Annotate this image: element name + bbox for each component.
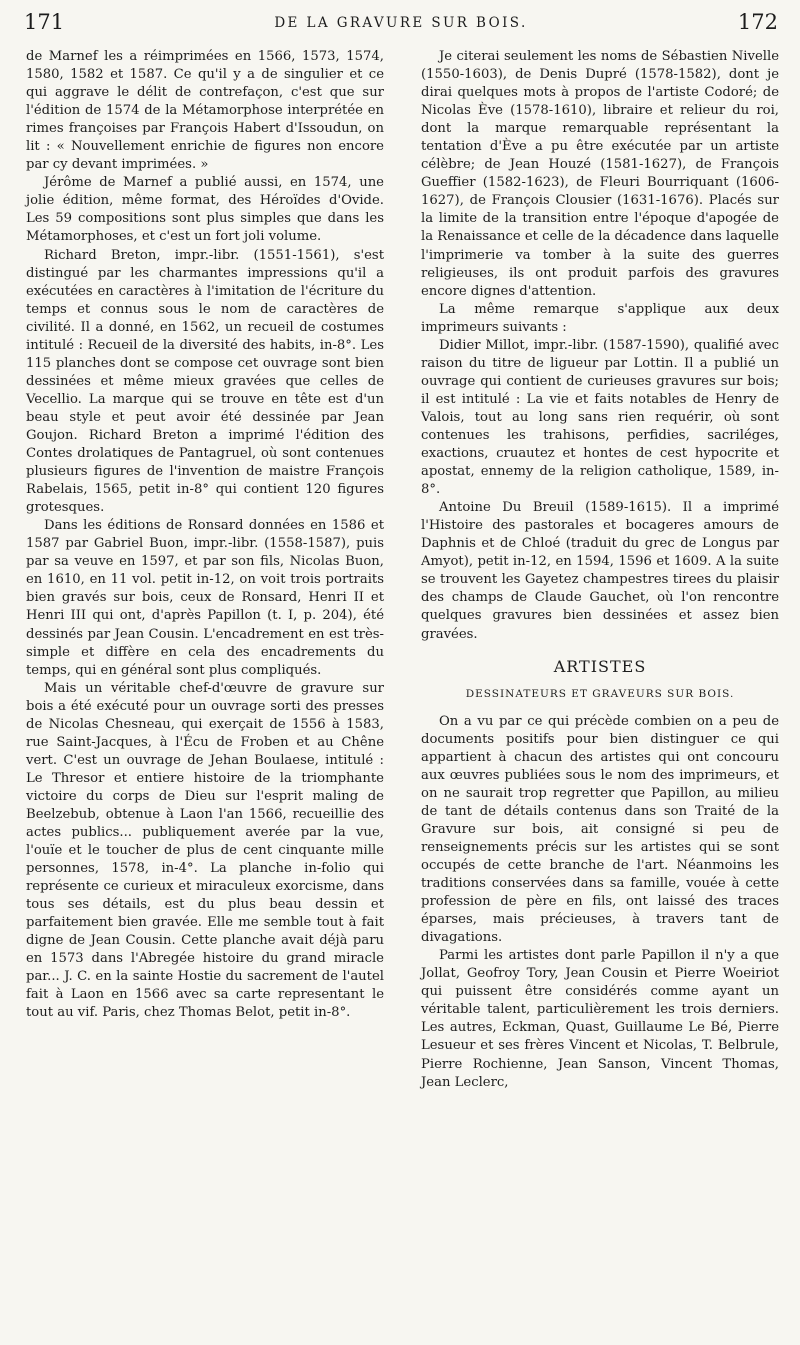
paragraph: Jérôme de Marnef a publié aussi, en 1574, une jolie édition, même format, des Héroïdes d'Ovide. Les 59 compositions sont plus simples que dans les Métamorphoses, et c'est un fort joli volume. [26, 175, 384, 245]
page-header [24, 10, 778, 42]
left-page-number: 171 [24, 10, 65, 34]
paragraph: de Marnef les a réimprimées en 1566, 1573, 1574, 1580, 1582 et 1587. Ce qu'il y a de singulier et ce qui aggrave le délit de contrefaçon, c'est que sur l'édition de 1574 de la Métamorphose interprétée en rimes françoises par François Habert d'Issoudun, on lit : « Nouvellement enrichie de figures non encore par cy devant imprimées. » [26, 49, 384, 173]
right-page-number: 172 [737, 10, 778, 34]
paragraph: On a vu par ce qui précède combien on a peu de documents positifs pour bien distinguer ce qui appartient à chacun des artistes qui ont concouru aux œuvres publiées sous le nom des imprimeurs, et on ne saurait trop regretter que Papillon, au milieu de tant de détails contenus dans son Traité de la Gravure sur bois, ait consigné si peu de renseignements précis sur les artistes qui se sont occupés de cette branche de l'art. Néanmoins les traditions conservées dans sa famille, vouée à cette profession de père en fils, ont laissé des traces éparses, mais précieuses, à travers tant de divagations. [421, 713, 779, 946]
paragraph: Didier Millot, impr.-libr. (1587-1590), qualifié avec raison du titre de ligueur par Lottin. Il a publié un ouvrage qui contient de curieuses gravures sur bois; il est intitulé : La vie et faits notables de Henry de Valois, tout au long sans rien requérir, où sont contenues les trahisons, perfidies, sacriléges, exactions, cruautez et hontes de cest hypocrite et apostat, ennemy de la religion catholique, 1589, in-8°. [421, 337, 779, 498]
left-column [26, 48, 384, 1023]
paragraph: Parmi les artistes dont parle Papillon il n'y a que Jollat, Geofroy Tory, Jean Cousin et Pierre Woeiriot qui puissent être considérés comme ayant un véritable talent, particulièrement les trois derniers. Les autres, Eckman, Quast, Guillaume Le Bé, Pierre Lesueur et ses frères Vincent et Nicolas, T. Belbrule, Pierre Rochienne, Jean Sanson, Vincent Thomas, Jean Leclerc, [421, 948, 779, 1090]
paragraph: Dans les éditions de Ronsard données en 1586 et 1587 par Gabriel Buon, impr.-libr. (1558-1587), puis par sa veuve en 1597, et par son fils, Nicolas Buon, en 1610, en 11 vol. petit in-12, on voit trois portraits bien gravés sur bois, ceux de Ronsard, Henri II et Henri III qui ont, d'après Papillon (t. I, p. 204), été dessinés par Jean Cousin. L'encadrement en est très-simple et diffère en cela des encadrements du temps, qui en général sont plus compliqués. [26, 518, 384, 678]
paragraph: Mais un véritable chef-d'œuvre de gravure sur bois a été exécuté pour un ouvrage sorti des presses de Nicolas Chesneau, qui exerçait de 1556 à 1583, rue Saint-Jacques, à l'Écu de Froben et au Chêne vert. C'est un ouvrage de Jehan Boulaese, intitulé : Le Thresor et entiere histoire de la triomphante victoire du corps de Dieu sur l'esprit maling de Beelzebub, obtenue à Laon l'an 1566, recueillie des actes publics... publiquement averée par la vue, l'ouïe et le toucher de plus de cent cinquante mille personnes, 1578, in-4°. La planche in-folio qui représente ce curieux et miraculeux exorcisme, dans tous ses détails, est du plus beau dessin et parfaitement bien gravée. Elle me semble tout à fait digne de Jean Cousin. Cette planche avait déjà paru en 1573 dans l'Abregée histoire du grand miracle par... J. C. en la sainte Hostie du sacrement de l'autel fait à Laon en 1566 avec sa carte representant le tout au vif. Paris, chez Thomas Belot, petit in-8°. [26, 680, 384, 1021]
right-column [421, 48, 779, 1092]
paragraph: Richard Breton, impr.-libr. (1551-1561), s'est distingué par les charmantes impressions qu'il a exécutées en caractères à l'imitation de l'écriture du temps et connus sous le nom de caractères de civilité. Il a donné, en 1562, un recueil de costumes intitulé : Recueil de la diversité des habits, in-8°. Les 115 planches dont se compose cet ouvrage sont bien dessinées et même mieux gravées que celles de Vecellio. La marque qui se trouve en tête est d'un beau style et peut avoir été dessinée par Jean Goujon. Richard Breton a imprimé l'édition des Contes drolatiques de Pantagruel, où sont contenues plusieurs figures de l'invention de maistre François Rabelais, 1565, petit in-8° qui contient 120 figures grotesques. [26, 247, 384, 516]
paragraph: Je citerai seulement les noms de Sébastien Nivelle (1550-1603), de Denis Dupré (1578-1582), dont je dirai quelques mots à propos de l'artiste Codoré; de Nicolas Ève (1578-1610), libraire et relieur du roi, dont la marque remarquable représentant la tentation d'Ève a pu être exécutée par un artiste célèbre; de Jean Houzé (1581-1627), de François Gueffier (1582-1623), de Fleuri Bourriquant (1606-1627), de François Clousier (1631-1676). Placés sur la limite de la transition entre l'époque d'apogée de la Renaissance et celle de la décadence dans laquelle l'imprimerie va tomber à la suite des guerres religieuses, ils ont produit parfois des gravures encore dignes d'attention. [421, 49, 779, 299]
section-subtitle: DESSINATEURS ET GRAVEURS SUR BOIS. [465, 687, 735, 700]
section-title: ARTISTES [553, 656, 647, 676]
paragraph: La même remarque s'applique aux deux imprimeurs suivants : [421, 301, 779, 335]
running-title: DE LA GRAVURE SUR BOIS. [274, 15, 528, 31]
paragraph: Antoine Du Breuil (1589-1615). Il a imprimé l'Histoire des pastorales et bocageres amours de Daphnis et de Chloé (traduit du grec de Longus par Amyot), petit in-12, en 1594, 1596 et 1609. A la suite se trouvent les Gayetez champestres tirees du plaisir des champs de Claude Gauchet, où l'on rencontre quelques gravures bien dessinées et assez bien gravées. [421, 500, 779, 642]
